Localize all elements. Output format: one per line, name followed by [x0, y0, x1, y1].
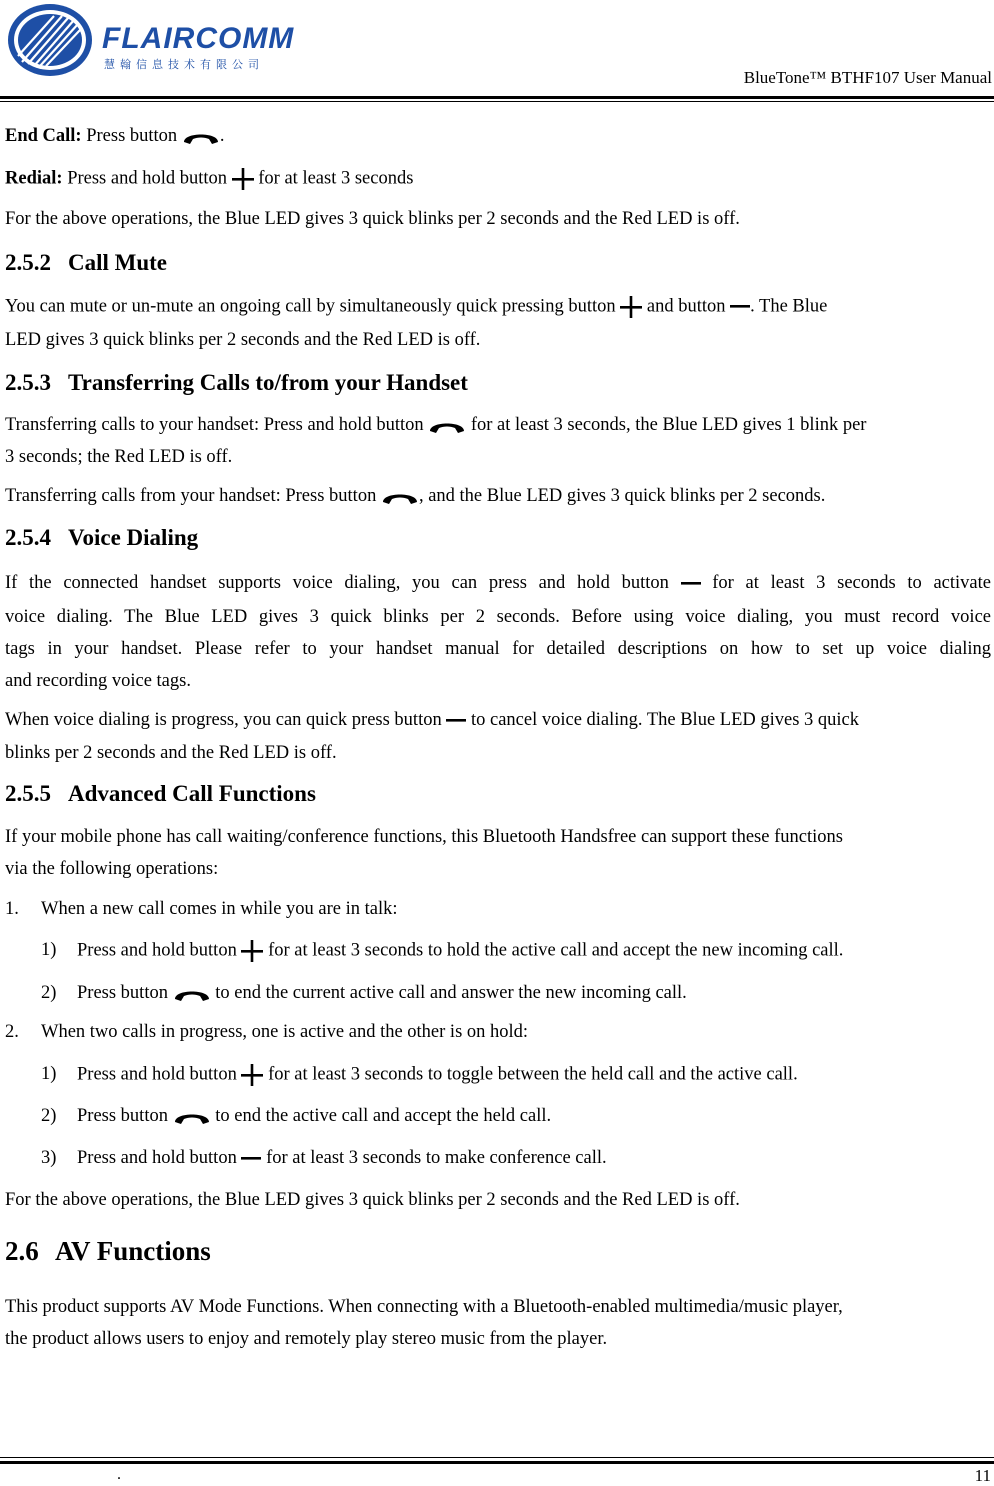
end-call-label: End Call: — [5, 126, 82, 146]
list-marker: 1. — [5, 899, 19, 919]
end-call-text: Press button — [81, 126, 182, 146]
call-mute-line-2: LED gives 3 quick blinks per 2 seconds and the Red LED is off. — [5, 330, 481, 350]
av-line-1: This product supports AV Mode Functions. When connecting with a Bluetooth-enabled multimedia/music player, — [5, 1297, 843, 1317]
list-item — [41, 1064, 798, 1086]
section-title: AV Functions — [55, 1236, 211, 1266]
transfer-line-2: 3 seconds; the Red LED is off. — [5, 447, 233, 467]
footer-rule — [0, 1461, 994, 1464]
phone-handset-icon — [173, 1108, 211, 1126]
call-mute-text-a: You can mute or un-mute an ongoing call by simultaneously quick pressing button — [5, 296, 621, 317]
list-item-text-end: for at least 3 seconds to make conference call. — [261, 1148, 607, 1168]
section-title: Voice Dialing — [68, 525, 199, 550]
list-marker: 3) — [41, 1148, 57, 1168]
list-item-text-end: for at least 3 seconds to toggle between the held call and the active call. — [263, 1064, 798, 1085]
redial-paragraph — [5, 168, 413, 190]
voice-line-4: and recording voice tags. — [5, 671, 191, 691]
section-heading-transferring — [5, 370, 468, 396]
redial-label: Redial: — [5, 168, 63, 189]
footer-dot: . — [117, 1466, 121, 1483]
section-heading-av-functions — [5, 1236, 211, 1267]
list-item — [5, 899, 398, 920]
minus-icon — [730, 300, 750, 314]
document-title: BlueTone™ BTHF107 User Manual — [743, 68, 992, 87]
list-item-text: Press button — [77, 983, 173, 1003]
section-number: 2.5.3 — [5, 370, 51, 395]
transfer-text-c: Transferring calls from your handset: Press button — [5, 486, 381, 506]
list-marker: 2. — [5, 1022, 19, 1042]
list-item-text: Press button — [77, 1106, 173, 1126]
list-item — [41, 1148, 607, 1169]
call-mute-line-1 — [5, 296, 827, 318]
plus-icon — [241, 940, 263, 962]
voice-text-d: to cancel voice dialing. The Blue LED gives 3 quick — [466, 710, 860, 730]
list-item-text-end: to end the active call and accept the held call. — [210, 1106, 552, 1126]
minus-icon — [241, 1152, 261, 1166]
section-number: 2.5.2 — [5, 250, 51, 275]
list-item-text-end: to end the current active call and answer the new incoming call. — [210, 983, 687, 1003]
list-item-text-end: for at least 3 seconds to hold the active call and accept the new incoming call. — [263, 940, 844, 961]
redial-text-end: for at least 3 seconds — [253, 168, 414, 189]
redial-text: Press and hold button — [62, 168, 232, 189]
company-logo — [6, 2, 306, 80]
section-number: 2.6 — [5, 1236, 39, 1266]
section-heading-voice-dialing — [5, 525, 198, 551]
header-rule — [0, 96, 994, 99]
section-number: 2.5.5 — [5, 781, 51, 806]
voice-text-c: When voice dialing is progress, you can quick press button — [5, 710, 447, 730]
operations-note-2: For the above operations, the Blue LED gives 3 quick blinks per 2 seconds and the Red LED is off. — [5, 1190, 740, 1210]
operations-note-1: For the above operations, the Blue LED gives 3 quick blinks per 2 seconds and the Red LED is off. — [5, 209, 740, 229]
minus-icon — [446, 714, 466, 728]
list-item-text: Press and hold button — [77, 1148, 242, 1168]
advanced-line-1: If your mobile phone has call waiting/conference functions, this Bluetooth Handsfree can support these functions — [5, 827, 843, 847]
end-call-text-end: . — [219, 126, 225, 146]
list-item — [41, 1106, 551, 1127]
call-mute-text-b: and button — [642, 296, 731, 317]
transfer-text-a: Transferring calls to your handset: Press and hold button — [5, 415, 429, 435]
list-item — [5, 1022, 528, 1043]
page-number: 11 — [974, 1466, 991, 1485]
transfer-text-b: for at least 3 seconds, the Blue LED gives 1 blink per — [466, 415, 867, 435]
phone-handset-icon — [381, 488, 419, 506]
list-item-text: Press and hold button — [77, 940, 242, 961]
section-heading-call-mute — [5, 250, 167, 276]
list-marker: 1) — [41, 1064, 57, 1085]
section-number: 2.5.4 — [5, 525, 51, 550]
list-item-text: Press and hold button — [77, 1064, 242, 1085]
plus-icon — [620, 296, 642, 318]
list-item — [41, 940, 843, 962]
section-title: Transferring Calls to/from your Handset — [68, 370, 468, 395]
list-item-text: When a new call comes in while you are in talk: — [41, 899, 398, 919]
flaircomm-logo-icon — [6, 2, 98, 80]
list-marker: 2) — [41, 983, 57, 1003]
list-item — [41, 983, 687, 1004]
voice-text-a: If the connected handset supports voice dialing, you can press and hold button — [5, 573, 681, 593]
page-header — [0, 0, 994, 104]
phone-handset-icon — [428, 417, 466, 435]
footer-rule-thin — [0, 1457, 994, 1458]
call-mute-text-c: . The Blue — [750, 296, 828, 317]
phone-handset-icon — [182, 128, 220, 146]
voice-line-2: voice dialing. The Blue LED gives 3 quick blinks per 2 seconds. Before using voice dialing, you must record voice — [5, 607, 991, 627]
av-line-2: the product allows users to enjoy and remotely play stereo music from the player. — [5, 1329, 608, 1349]
transfer-line-1 — [5, 415, 866, 436]
phone-handset-icon — [173, 985, 211, 1003]
section-title: Advanced Call Functions — [68, 781, 316, 806]
list-item-text: When two calls in progress, one is active and the other is on hold: — [41, 1022, 529, 1042]
header-rule-thin — [0, 101, 994, 102]
minus-icon — [681, 577, 701, 591]
plus-icon — [232, 168, 254, 190]
plus-icon — [241, 1064, 263, 1086]
transfer-line-3 — [5, 486, 825, 507]
transfer-text-d: , and the Blue LED gives 3 quick blinks per 2 seconds. — [418, 486, 826, 506]
list-marker: 1) — [41, 940, 57, 961]
section-title: Call Mute — [68, 250, 168, 275]
list-marker: 2) — [41, 1106, 57, 1126]
section-heading-advanced — [5, 781, 316, 807]
voice-line-6: blinks per 2 seconds and the Red LED is off. — [5, 743, 337, 763]
voice-line-5 — [5, 710, 859, 731]
voice-line-1 — [5, 573, 991, 594]
end-call-paragraph — [5, 126, 224, 147]
advanced-line-2: via the following operations: — [5, 859, 219, 879]
voice-text-b: for at least 3 seconds to activate — [700, 573, 991, 593]
logo-subtitle: 慧翰信息技术有限公司 — [104, 58, 264, 71]
logo-brand-text: FLAIRCOMM — [102, 22, 295, 55]
voice-line-3: tags in your handset. Please refer to your handset manual for detailed descriptions on how to set up voice dialing — [5, 639, 991, 659]
